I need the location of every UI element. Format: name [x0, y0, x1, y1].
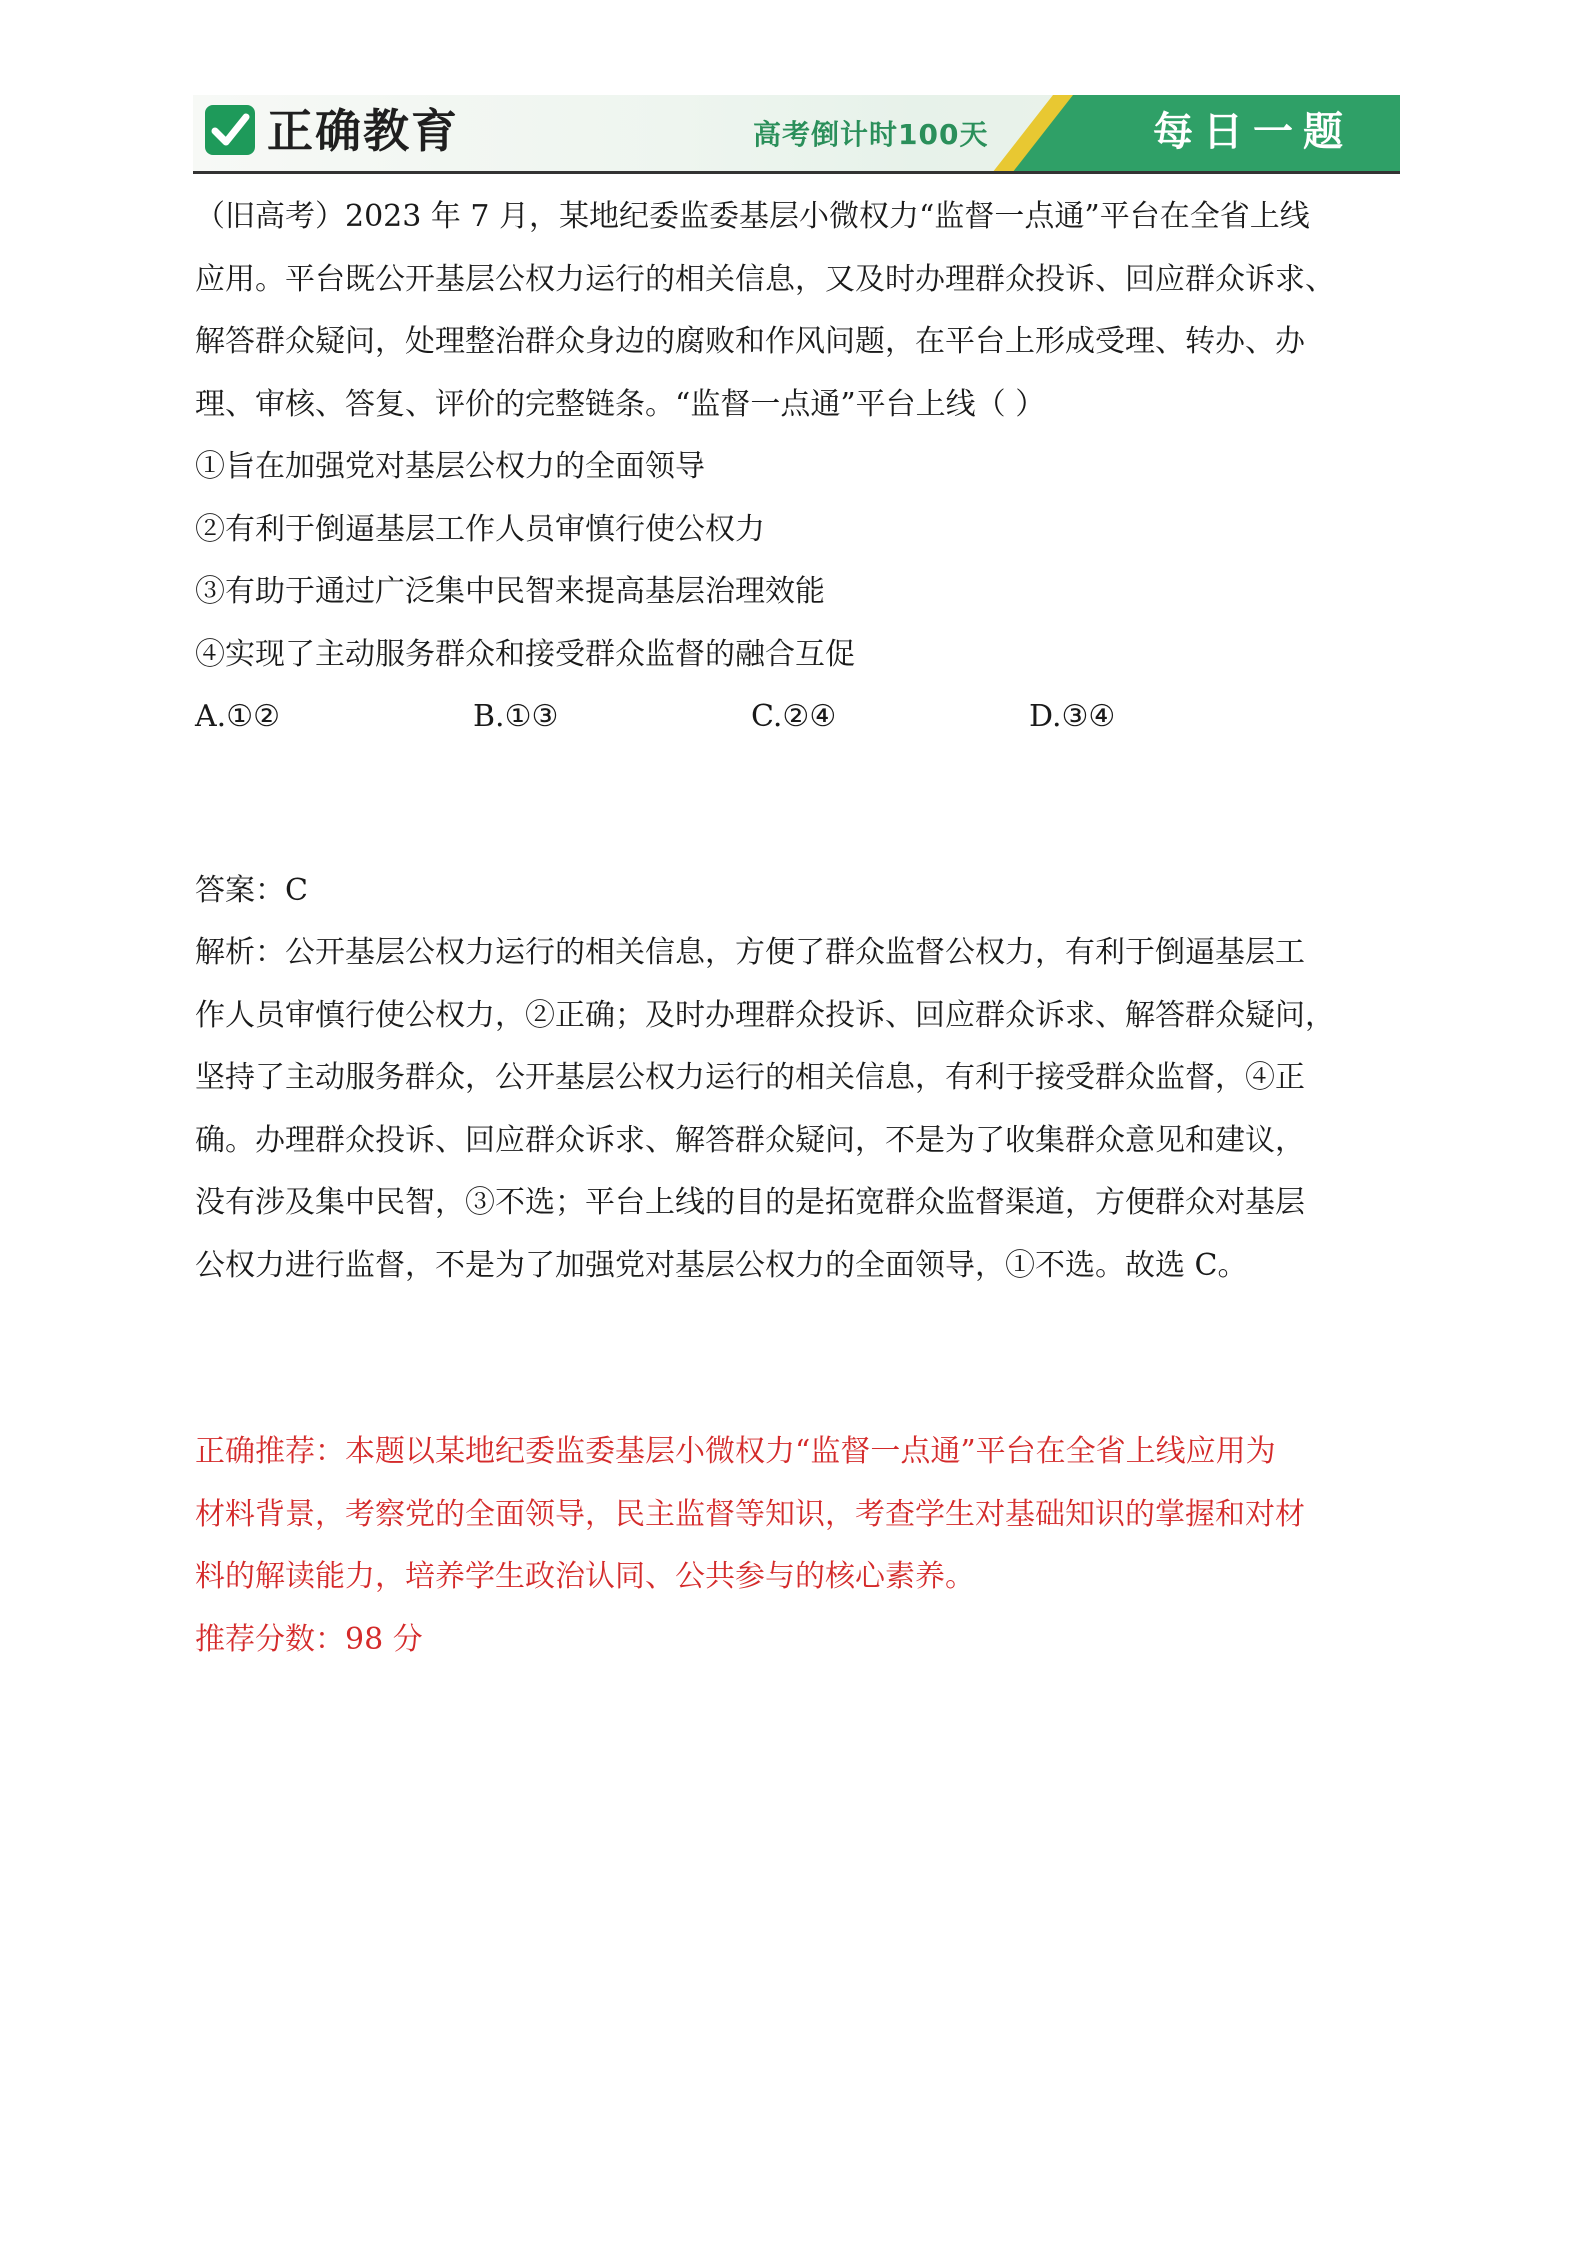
option-c: C.②④: [751, 699, 837, 734]
analysis-line: 作人员审慎行使公权力，②正确；及时办理群众投诉、回应群众诉求、解答群众疑问，: [195, 997, 1335, 1033]
analysis-line: 公权力进行监督，不是为了加强党对基层公权力的全面领导，①不选。故选 C。: [195, 1247, 1248, 1283]
question-line: （旧高考）2023 年 7 月，某地纪委监委基层小微权力“监督一点通”平台在全省上线: [195, 199, 1310, 234]
question-line: 解答群众疑问，处理整治群众身边的腐败和作风问题，在平台上形成受理、转办、办: [195, 324, 1305, 359]
question-line: 应用。平台既公开基层公权力运行的相关信息，又及时办理群众投诉、回应群众诉求、: [195, 261, 1335, 297]
analysis-line: 解析：公开基层公权力运行的相关信息，方便了群众监督公权力，有利于倒逼基层工: [195, 935, 1305, 970]
analysis-line: 确。办理群众投诉、回应群众诉求、解答群众疑问，不是为了收集群众意见和建议，: [195, 1122, 1305, 1158]
question-line: 理、审核、答复、评价的完整链条。“监督一点通”平台上线（ ）: [195, 386, 1046, 422]
brand-name: 正确教育: [267, 104, 459, 158]
statement-2: ②有利于倒逼基层工作人员审慎行使公权力: [195, 511, 765, 547]
daily-question-label: 每日一题: [1153, 109, 1353, 155]
answer-label: 答案：C: [195, 872, 308, 908]
logo: [205, 105, 255, 155]
option-a: A.①②: [195, 699, 280, 734]
countdown-text: 高考倒计时100天: [753, 118, 989, 151]
recommendation-line: 正确推荐：本题以某地纪委监委基层小微权力“监督一点通”平台在全省上线应用为: [195, 1434, 1276, 1469]
header-banner: [193, 95, 1400, 174]
statement-4: ④实现了主动服务群众和接受群众监督的融合互促: [195, 636, 855, 672]
recommendation-score: 推荐分数：98 分: [195, 1621, 423, 1657]
statement-3: ③有助于通过广泛集中民智来提高基层治理效能: [195, 574, 825, 609]
option-d: D.③④: [1029, 699, 1116, 734]
answer-options: [195, 686, 1435, 749]
checkmark-icon: [205, 105, 255, 155]
document-body: [195, 186, 1435, 1671]
statement-1: ①旨在加强党对基层公权力的全面领导: [195, 449, 705, 484]
recommendation-line: 材料背景，考察党的全面领导，民主监督等知识，考查学生对基础知识的掌握和对材: [195, 1496, 1305, 1532]
analysis-line: 没有涉及集中民智，③不选；平台上线的目的是拓宽群众监督渠道，方便群众对基层: [195, 1185, 1305, 1220]
option-b: B.①③: [473, 699, 559, 734]
recommendation-line: 料的解读能力，培养学生政治认同、公共参与的核心素养。: [195, 1559, 975, 1594]
analysis-line: 坚持了主动服务群众，公开基层公权力运行的相关信息，有利于接受群众监督，④正: [195, 1060, 1305, 1095]
